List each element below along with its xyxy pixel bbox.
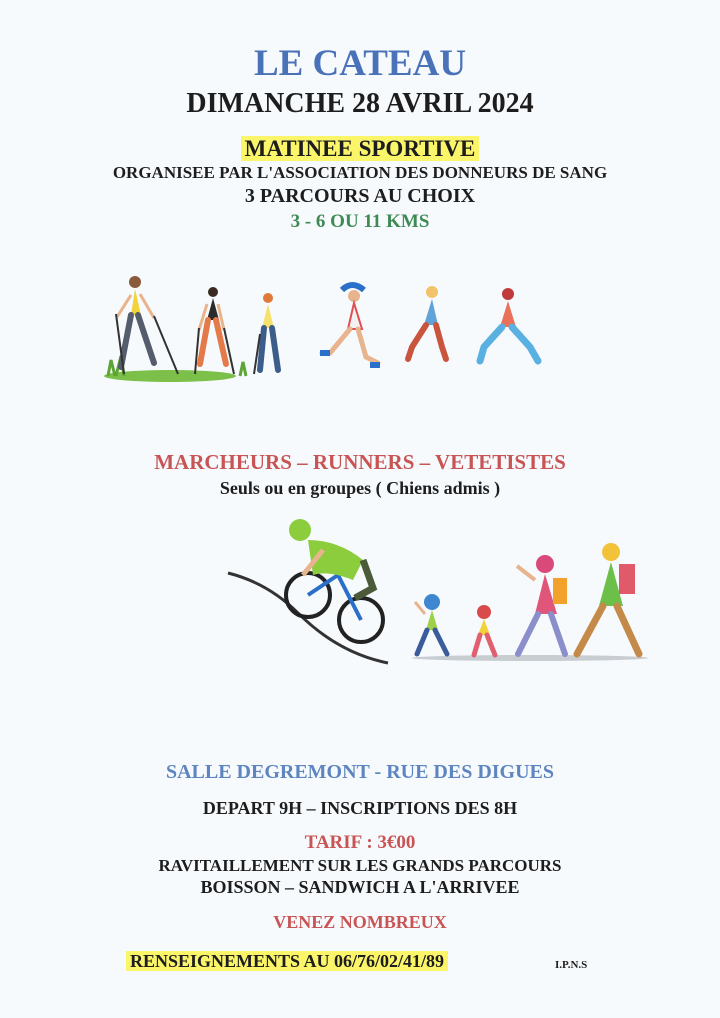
distances: 3 - 6 OU 11 KMS — [290, 211, 430, 232]
refreshments: RAVITAILLEMENT SUR LES GRANDS PARCOURS — [158, 856, 562, 875]
event-name-highlight: MATINEE SPORTIVE — [241, 136, 480, 161]
contact-highlight: RENSEIGNEMENTS AU 06/76/02/41/89 — [126, 951, 448, 971]
courses-title: 3 PARCOURS AU CHOIX — [244, 185, 476, 207]
event-name — [0, 136, 720, 162]
runners-illustration — [318, 280, 548, 385]
call-to-action: VENEZ NOMBREUX — [273, 912, 447, 932]
cyclist-illustration — [228, 515, 398, 670]
groups-note: Seuls ou en groupes ( Chiens admis ) — [219, 478, 501, 498]
organizer: ORGANISEE PAR L'ASSOCIATION DES DONNEURS DE SANG — [112, 163, 608, 182]
ipns-mention: I.P.N.S — [555, 959, 588, 971]
city-title: LE CATEAU — [253, 43, 467, 84]
arrival: BOISSON – SANDWICH A L'ARRIVEE — [200, 877, 520, 897]
contact — [126, 951, 448, 972]
family-hikers-illustration — [405, 540, 650, 665]
venue: SALLE DEGREMONT - RUE DES DIGUES — [165, 761, 555, 783]
participants: MARCHEURS – RUNNERS – VETETISTES — [154, 450, 566, 474]
nordic-walkers-illustration — [100, 270, 300, 385]
event-date: DIMANCHE 28 AVRIL 2024 — [186, 88, 534, 119]
price: TARIF : 3€00 — [304, 832, 416, 853]
schedule: DEPART 9H – INSCRIPTIONS DES 8H — [202, 798, 518, 818]
